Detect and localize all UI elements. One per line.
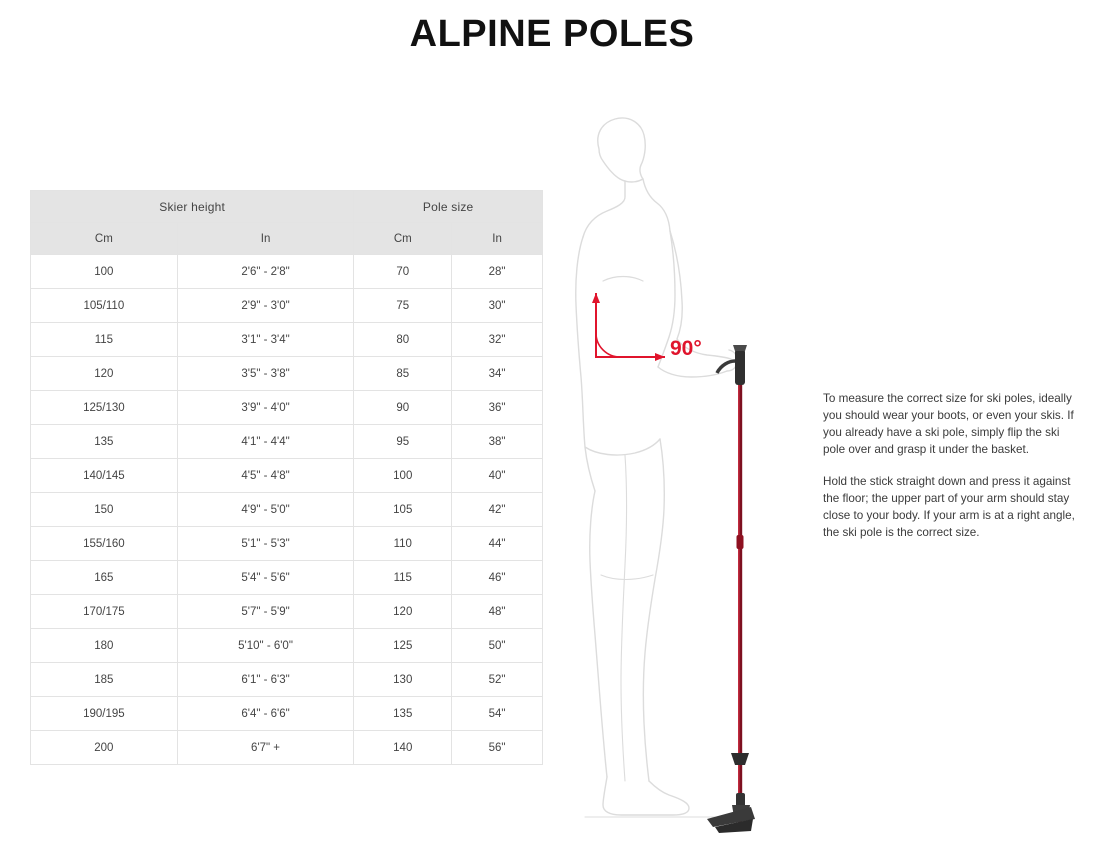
cell-pole-in: 56"	[452, 731, 543, 765]
right-angle-marker	[592, 293, 665, 361]
cell-pole-cm: 80	[354, 323, 452, 357]
col-header-pole-cm: Cm	[354, 223, 452, 255]
cell-height-cm: 200	[31, 731, 178, 765]
cell-height-cm: 140/145	[31, 459, 178, 493]
cell-height-in: 3'1" - 3'4"	[177, 323, 354, 357]
cell-pole-in: 42"	[452, 493, 543, 527]
cell-height-in: 4'1" - 4'4"	[177, 425, 354, 459]
cell-height-cm: 185	[31, 663, 178, 697]
page-title: ALPINE POLES	[409, 13, 695, 55]
cell-height-cm: 100	[31, 255, 178, 289]
table-row	[31, 527, 543, 561]
table-row	[31, 323, 543, 357]
skier-illustration	[565, 105, 795, 845]
instructions-paragraph-1: To measure the correct size for ski poles, ideally you should wear your boots, or even your skis. If you already have a ski pole, simply flip the ski pole over and grasp it under the basket.	[823, 392, 1074, 456]
cell-pole-in: 50"	[452, 629, 543, 663]
cell-pole-cm: 135	[354, 697, 452, 731]
cell-height-in: 5'4" - 5'6"	[177, 561, 354, 595]
cell-height-in: 3'5" - 3'8"	[177, 357, 354, 391]
table-row	[31, 391, 543, 425]
table-row	[31, 255, 543, 289]
table-group-header-row	[31, 191, 543, 223]
cell-pole-cm: 115	[354, 561, 452, 595]
table-row	[31, 459, 543, 493]
human-body-outline	[576, 118, 737, 817]
size-chart-table	[30, 190, 543, 765]
cell-height-cm: 180	[31, 629, 178, 663]
cell-pole-cm: 85	[354, 357, 452, 391]
instructions-paragraph-2: Hold the stick straight down and press it against the floor; the upper part of your arm should stay close to your body. If your arm is at a right angle, the ski pole is the correct size.	[823, 475, 1075, 539]
cell-pole-in: 30"	[452, 289, 543, 323]
cell-pole-cm: 105	[354, 493, 452, 527]
cell-pole-in: 32"	[452, 323, 543, 357]
cell-pole-in: 34"	[452, 357, 543, 391]
cell-height-cm: 190/195	[31, 697, 178, 731]
cell-pole-cm: 100	[354, 459, 452, 493]
cell-pole-in: 54"	[452, 697, 543, 731]
cell-height-in: 6'7" +	[177, 731, 354, 765]
cell-height-cm: 135	[31, 425, 178, 459]
table-sub-header-row	[31, 223, 543, 255]
cell-height-in: 2'9" - 3'0"	[177, 289, 354, 323]
instructions-block	[823, 390, 1075, 541]
cell-height-in: 4'5" - 4'8"	[177, 459, 354, 493]
cell-height-cm: 165	[31, 561, 178, 595]
cell-height-in: 5'1" - 5'3"	[177, 527, 354, 561]
cell-pole-cm: 90	[354, 391, 452, 425]
cell-pole-cm: 70	[354, 255, 452, 289]
col-header-pole-in: In	[452, 223, 543, 255]
table-row	[31, 493, 543, 527]
cell-pole-cm: 95	[354, 425, 452, 459]
cell-pole-in: 48"	[452, 595, 543, 629]
cell-pole-in: 40"	[452, 459, 543, 493]
cell-pole-cm: 120	[354, 595, 452, 629]
cell-height-cm: 120	[31, 357, 178, 391]
cell-pole-cm: 110	[354, 527, 452, 561]
table-row	[31, 595, 543, 629]
cell-pole-in: 38"	[452, 425, 543, 459]
table-row	[31, 425, 543, 459]
cell-height-cm: 170/175	[31, 595, 178, 629]
cell-pole-cm: 75	[354, 289, 452, 323]
ski-pole	[707, 345, 755, 833]
angle-label: 90°	[670, 337, 702, 360]
cell-height-in: 5'7" - 5'9"	[177, 595, 354, 629]
cell-height-cm: 155/160	[31, 527, 178, 561]
table-row	[31, 629, 543, 663]
table-row	[31, 731, 543, 765]
table-row	[31, 289, 543, 323]
group-header-skier-height: Skier height	[31, 191, 354, 223]
table-row	[31, 663, 543, 697]
group-header-pole-size: Pole size	[354, 191, 543, 223]
cell-pole-in: 28"	[452, 255, 543, 289]
cell-height-cm: 125/130	[31, 391, 178, 425]
cell-height-in: 6'4" - 6'6"	[177, 697, 354, 731]
cell-height-in: 2'6" - 2'8"	[177, 255, 354, 289]
cell-pole-in: 46"	[452, 561, 543, 595]
cell-pole-in: 44"	[452, 527, 543, 561]
table-row	[31, 561, 543, 595]
cell-height-in: 3'9" - 4'0"	[177, 391, 354, 425]
table-row	[31, 697, 543, 731]
cell-pole-cm: 125	[354, 629, 452, 663]
size-chart-body	[31, 255, 543, 765]
col-header-height-in: In	[177, 223, 354, 255]
cell-pole-in: 52"	[452, 663, 543, 697]
cell-pole-cm: 140	[354, 731, 452, 765]
skier-outline-svg	[565, 105, 795, 845]
cell-height-in: 5'10" - 6'0"	[177, 629, 354, 663]
cell-height-in: 6'1" - 6'3"	[177, 663, 354, 697]
table-row	[31, 357, 543, 391]
cell-height-cm: 150	[31, 493, 178, 527]
cell-pole-cm: 130	[354, 663, 452, 697]
cell-pole-in: 36"	[452, 391, 543, 425]
size-chart-container	[30, 190, 543, 765]
cell-height-cm: 105/110	[31, 289, 178, 323]
col-header-height-cm: Cm	[31, 223, 178, 255]
cell-height-cm: 115	[31, 323, 178, 357]
cell-height-in: 4'9" - 5'0"	[177, 493, 354, 527]
